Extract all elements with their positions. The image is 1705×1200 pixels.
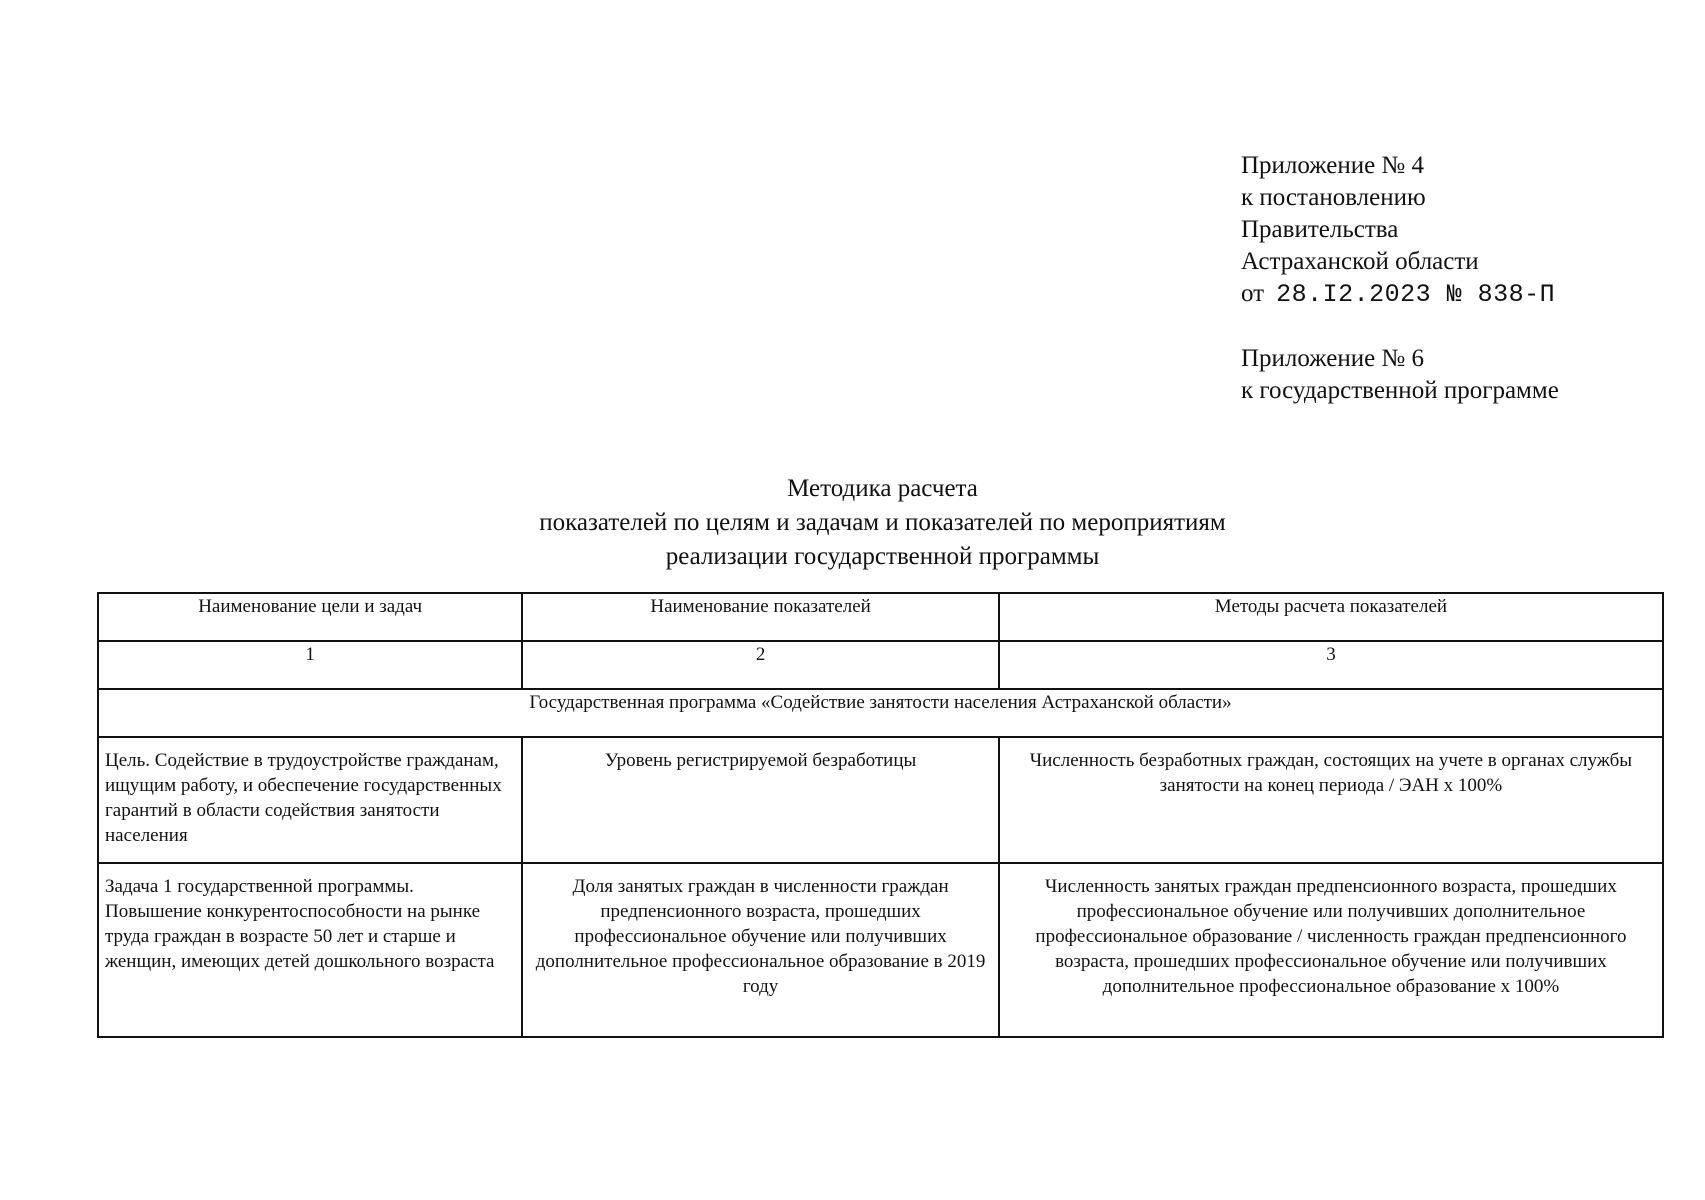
header-cell: Методы расчета показателей xyxy=(999,593,1663,641)
column-number-cell: 2 xyxy=(522,641,999,689)
method-cell: Численность безработных граждан, состоящих на учете в органах службы занятости на конец периода / ЭАН х 100% xyxy=(999,737,1663,863)
column-number-cell: 1 xyxy=(98,641,522,689)
table-row xyxy=(98,863,1663,1037)
date-number: 28.I2.2023 № 838-П xyxy=(1276,280,1556,309)
appendix-line: Приложение № 4 xyxy=(1241,152,1425,179)
appendix-date-line xyxy=(1241,278,1555,311)
appendix-line: Астраханской области xyxy=(1241,248,1479,275)
column-number-cell: 3 xyxy=(999,641,1663,689)
column-number-row xyxy=(98,641,1663,689)
appendix-line: Правительства xyxy=(1241,216,1399,243)
appendix-block xyxy=(1241,150,1555,311)
appendix-line: к государственной программе xyxy=(1241,377,1559,404)
indicator-cell: Уровень регистрируемой безработицы xyxy=(522,737,999,863)
program-cell: Государственная программа «Содействие занятости населения Астраханской области» xyxy=(98,689,1663,737)
document-title xyxy=(0,472,1705,574)
table-header-row xyxy=(98,593,1663,641)
table-row xyxy=(98,737,1663,863)
header-cell: Наименование показателей xyxy=(522,593,999,641)
appendix-line: к постановлению xyxy=(1241,184,1426,211)
goal-cell: Цель. Содействие в трудоустройстве гражданам, ищущим работу, и обеспечение государственных гарантий в области содействия занятости населения xyxy=(98,737,522,863)
header-cell: Наименование цели и задач xyxy=(98,593,522,641)
title-line: Методика расчета xyxy=(787,475,978,502)
indicator-cell: Доля занятых граждан в численности граждан предпенсионного возраста, прошедших профессиональное обучение или получивших дополнительное профессиональное образование в 2019 году xyxy=(522,863,999,1037)
method-cell: Численность занятых граждан предпенсионного возраста, прошедших профессиональное обучение или получивших дополнительное профессиональное образование / численность граждан предпенсионного возраста, прошедших профессиональное обучение или получивших дополнительное профессиональное образование х 100% xyxy=(999,863,1663,1037)
methodology-table xyxy=(97,592,1664,1038)
title-line: реализации государственной программы xyxy=(665,543,1100,570)
goal-cell: Задача 1 государственной программы. Повышение конкурентоспособности на рынке труда граждан в возрасте 50 лет и старше и женщин, имеющих детей дошкольного возраста xyxy=(98,863,522,1037)
date-prefix: от xyxy=(1241,280,1265,307)
appendix-block-2 xyxy=(1241,343,1559,407)
program-row xyxy=(98,689,1663,737)
title-line: показателей по целям и задачам и показателей по мероприятиям xyxy=(539,509,1226,536)
appendix-line: Приложение № 6 xyxy=(1241,345,1425,372)
